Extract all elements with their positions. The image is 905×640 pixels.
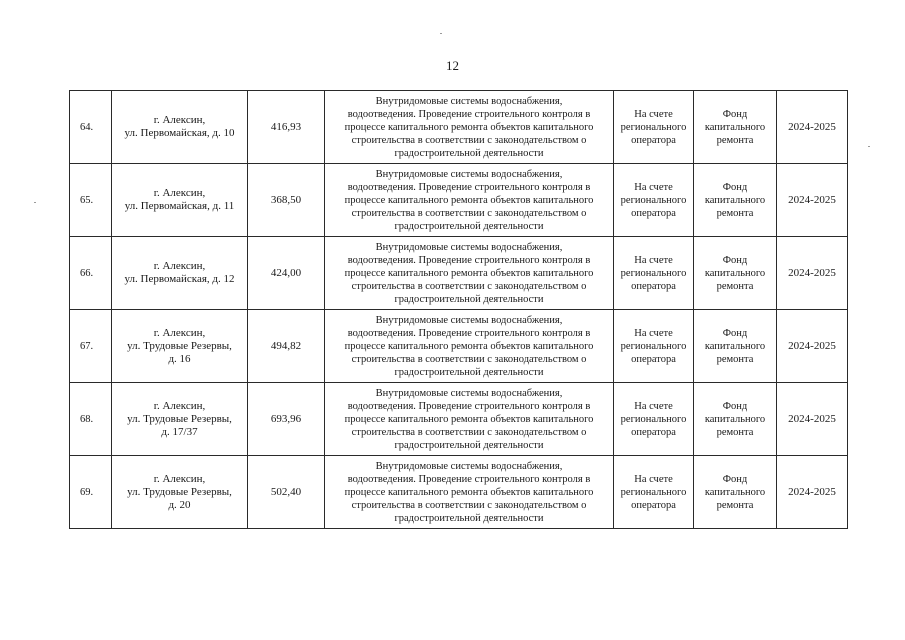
fund-cell-line: капитального [704, 121, 766, 133]
fund-cell-line: ремонта [716, 353, 754, 365]
area-value: 368,50 [248, 164, 325, 237]
work-description-line: процессе капитального ремонта объектов капитального [344, 413, 594, 425]
table-row [70, 91, 848, 164]
scan-speck [868, 146, 870, 147]
account-cell [614, 91, 694, 164]
address-cell [112, 383, 248, 456]
account-cell-line: регионального [620, 121, 687, 133]
fund-cell-line: ремонта [716, 207, 754, 219]
work-description [325, 383, 614, 456]
work-description-line: градостроительной деятельности [394, 512, 544, 524]
table-row [70, 237, 848, 310]
account-cell-line: На счете [634, 327, 673, 339]
work-description-line: строительства в соответствии с законодательством о [351, 426, 587, 438]
work-description-line: водоотведения. Проведение строительного контроля в [347, 400, 591, 412]
fund-cell-line: Фонд [722, 400, 748, 412]
work-description-line: градостроительной деятельности [394, 366, 544, 378]
account-cell-line: На счете [634, 108, 673, 120]
address-cell-line: г. Алексин, [153, 187, 206, 199]
work-description [325, 310, 614, 383]
area-value: 424,00 [248, 237, 325, 310]
work-description-line: градостроительной деятельности [394, 147, 544, 159]
address-cell [112, 310, 248, 383]
table-row [70, 383, 848, 456]
fund-cell-line: Фонд [722, 254, 748, 266]
account-cell-line: оператора [631, 499, 676, 511]
table-row [70, 456, 848, 529]
account-cell-line: оператора [631, 280, 676, 292]
address-cell [112, 91, 248, 164]
work-description-line: водоотведения. Проведение строительного контроля в [347, 473, 591, 485]
work-description-line: строительства в соответствии с законодательством о [351, 280, 587, 292]
address-cell-line: ул. Первомайская, д. 10 [124, 127, 235, 139]
area-value: 693,96 [248, 383, 325, 456]
fund-cell-line: Фонд [722, 181, 748, 193]
row-number: 67. [70, 310, 112, 383]
fund-cell [694, 383, 777, 456]
fund-cell-line: ремонта [716, 426, 754, 438]
address-cell-line: г. Алексин, [153, 472, 206, 485]
address-cell-line: г. Алексин, [153, 114, 206, 126]
address-cell-line: г. Алексин, [153, 326, 206, 339]
account-cell-line: регионального [620, 413, 687, 425]
fund-cell [694, 237, 777, 310]
page-number: 12 [446, 58, 459, 73]
account-cell-line: регионального [620, 194, 687, 206]
fund-cell-line: капитального [704, 340, 766, 352]
work-description-line: водоотведения. Проведение строительного контроля в [347, 181, 591, 193]
address-cell-line: д. 17/37 [161, 425, 198, 438]
work-description-line: Внутридомовые системы водоснабжения, [375, 314, 563, 326]
table-row [70, 310, 848, 383]
address-cell-line: ул. Трудовые Резервы, [127, 485, 232, 498]
works-table [69, 90, 848, 529]
address-cell-line: ул. Трудовые Резервы, [127, 339, 232, 352]
row-number: 64. [70, 91, 112, 164]
account-cell-line: На счете [634, 181, 673, 193]
work-description-line: Внутридомовые системы водоснабжения, [375, 168, 563, 180]
work-description-line: водоотведения. Проведение строительного контроля в [347, 254, 591, 266]
account-cell [614, 383, 694, 456]
period-cell: 2024-2025 [777, 91, 848, 164]
account-cell-line: оператора [631, 134, 676, 146]
fund-cell [694, 164, 777, 237]
work-description-line: водоотведения. Проведение строительного контроля в [347, 108, 591, 120]
work-description-line: строительства в соответствии с законодательством о [351, 207, 587, 219]
account-cell [614, 237, 694, 310]
work-description-line: процессе капитального ремонта объектов капитального [344, 121, 594, 133]
address-cell-line: д. 20 [168, 498, 191, 511]
fund-cell [694, 310, 777, 383]
address-cell [112, 456, 248, 529]
work-description-line: процессе капитального ремонта объектов капитального [344, 486, 594, 498]
fund-cell-line: капитального [704, 486, 766, 498]
address-cell-line: г. Алексин, [153, 260, 206, 272]
account-cell-line: оператора [631, 353, 676, 365]
work-description-line: строительства в соответствии с законодательством о [351, 499, 587, 511]
work-description-line: Внутридомовые системы водоснабжения, [375, 460, 563, 472]
period-cell: 2024-2025 [777, 456, 848, 529]
fund-cell [694, 456, 777, 529]
address-cell-line: ул. Первомайская, д. 11 [124, 200, 235, 212]
account-cell [614, 164, 694, 237]
work-description-line: процессе капитального ремонта объектов капитального [344, 340, 594, 352]
address-cell-line: ул. Первомайская, д. 12 [124, 273, 235, 285]
scan-speck [34, 202, 36, 203]
work-description-line: строительства в соответствии с законодательством о [351, 134, 587, 146]
account-cell-line: На счете [634, 254, 673, 266]
fund-cell-line: ремонта [716, 499, 754, 511]
work-description-line: градостроительной деятельности [394, 293, 544, 305]
work-description [325, 456, 614, 529]
account-cell [614, 456, 694, 529]
work-description [325, 164, 614, 237]
address-cell-line: ул. Трудовые Резервы, [127, 412, 232, 425]
address-cell [112, 164, 248, 237]
work-description-line: градостроительной деятельности [394, 439, 544, 451]
address-cell [112, 237, 248, 310]
work-description-line: Внутридомовые системы водоснабжения, [375, 241, 563, 253]
account-cell-line: На счете [634, 473, 673, 485]
work-description-line: процессе капитального ремонта объектов капитального [344, 267, 594, 279]
fund-cell-line: Фонд [722, 108, 748, 120]
work-description-line: Внутридомовые системы водоснабжения, [375, 387, 563, 399]
work-description-line: водоотведения. Проведение строительного контроля в [347, 327, 591, 339]
fund-cell-line: капитального [704, 194, 766, 206]
row-number: 66. [70, 237, 112, 310]
work-description [325, 237, 614, 310]
scan-speck [440, 33, 442, 34]
area-value: 494,82 [248, 310, 325, 383]
account-cell-line: регионального [620, 486, 687, 498]
fund-cell-line: ремонта [716, 134, 754, 146]
account-cell [614, 310, 694, 383]
work-description-line: строительства в соответствии с законодательством о [351, 353, 587, 365]
period-cell: 2024-2025 [777, 383, 848, 456]
fund-cell-line: Фонд [722, 473, 748, 485]
period-cell: 2024-2025 [777, 164, 848, 237]
row-number: 68. [70, 383, 112, 456]
fund-cell-line: ремонта [716, 280, 754, 292]
account-cell-line: оператора [631, 426, 676, 438]
period-cell: 2024-2025 [777, 237, 848, 310]
account-cell-line: регионального [620, 267, 687, 279]
work-description-line: процессе капитального ремонта объектов капитального [344, 194, 594, 206]
work-description-line: Внутридомовые системы водоснабжения, [375, 95, 563, 107]
work-description [325, 91, 614, 164]
row-number: 65. [70, 164, 112, 237]
fund-cell-line: Фонд [722, 327, 748, 339]
account-cell-line: оператора [631, 207, 676, 219]
area-value: 502,40 [248, 456, 325, 529]
account-cell-line: На счете [634, 400, 673, 412]
work-description-line: градостроительной деятельности [394, 220, 544, 232]
address-cell-line: д. 16 [168, 352, 191, 365]
fund-cell-line: капитального [704, 413, 766, 425]
period-cell: 2024-2025 [777, 310, 848, 383]
fund-cell [694, 91, 777, 164]
area-value: 416,93 [248, 91, 325, 164]
fund-cell-line: капитального [704, 267, 766, 279]
row-number: 69. [70, 456, 112, 529]
account-cell-line: регионального [620, 340, 687, 352]
address-cell-line: г. Алексин, [153, 399, 206, 412]
table-row [70, 164, 848, 237]
